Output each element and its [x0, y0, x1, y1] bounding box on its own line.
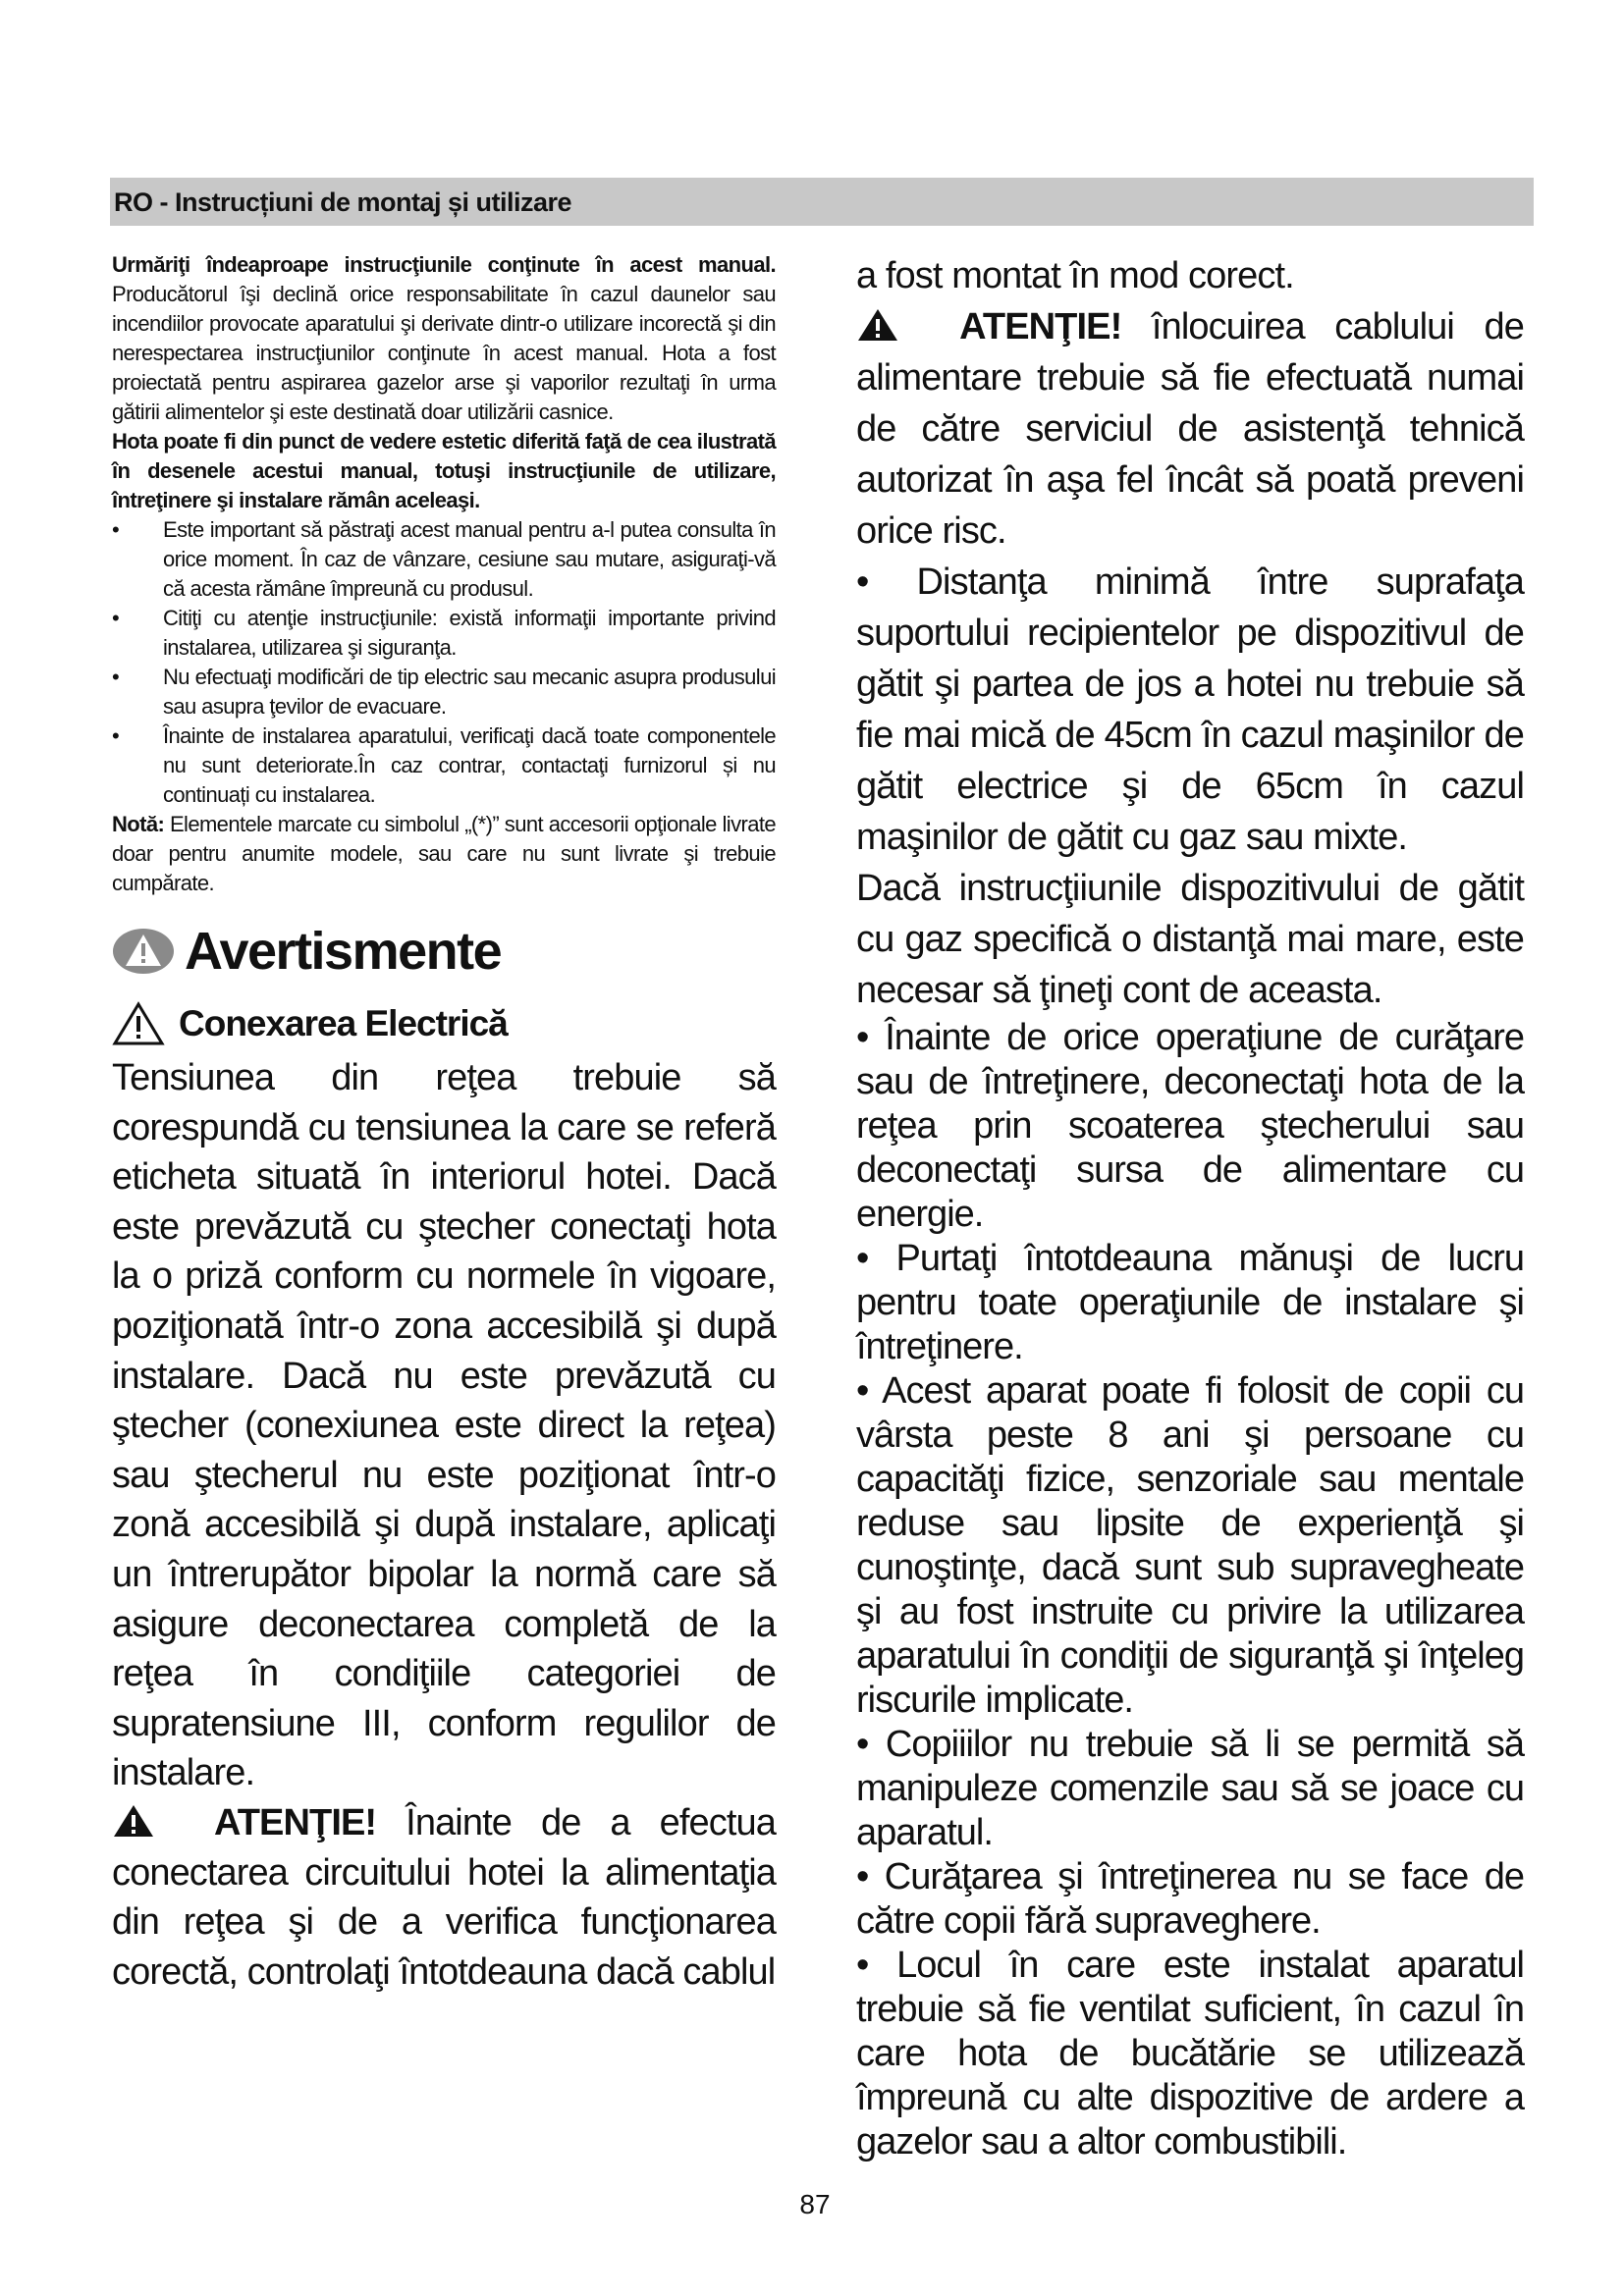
warning-badge-icon	[112, 927, 175, 976]
intro-bold: Urmăriţi îndeaproape instrucţiunile conţinute în acest manual.	[112, 252, 776, 277]
continuation-text: a fost montat în mod corect.	[856, 255, 1294, 296]
attention-icon	[856, 307, 899, 343]
note-text: Elementele marcate cu simbolul „(*)” sunt accesorii opţionale livrate doar pentru anumite modele, sau care nu sunt livrate şi trebuie cumpărate.	[112, 812, 776, 895]
intro-text: Producătorul îşi declină orice responsabilitate în cazul daunelor sau incendiilor provocate aparatului şi derivate dintr-o utilizare incorectă şi din nerespectarea instrucţiunilor conţinute în acest manual. Hota a fost proiectată pentru aspirarea gazelor arse şi vaporilor rezultaţi în urma gătirii alimentelor şi este destinată doar utilizării casnice.	[112, 282, 776, 424]
attention-label: ATENŢIE!	[213, 1801, 377, 1843]
section-header-title: RO - Instrucțiuni de montaj și utilizare	[114, 187, 572, 217]
note-label: Notă:	[112, 812, 165, 836]
list-item: • Înainte de instalarea aparatului, verificaţi dacă toate componentele nu sunt deteriorate.În caz contrar, contactaţi furnizorul și nu continuați cu instalarea.	[112, 721, 776, 810]
list-item: • Acest aparat poate fi folosit de copii cu vârsta peste 8 ani şi persoane cu capacităţi fizice, senzoriale sau mentale reduse sau lipsite de experienţă şi cunoştinţe, dacă sunt sub supravegheate şi au fost instruite cu privire la utilizarea aparatului în condiţii de siguranţă şi înţeleg riscurile implicate.	[856, 1370, 1524, 1721]
list-item: • Curăţarea şi întreţinerea nu se face de către copii fără supraveghere.	[856, 1856, 1524, 1942]
attention-paragraph-right	[856, 301, 1524, 557]
design-notice	[112, 427, 776, 515]
left-column	[112, 250, 776, 1997]
design-notice-bold: Hota poate fi din punct de vedere estetic diferită faţă de cea ilustrată în desenele acestui manual, totuşi instrucţiunile de utilizare, întreţinere şi instalare rămân aceleaşi.	[112, 429, 776, 512]
list-item: • Este important să păstraţi acest manual pentru a-l putea consulta în orice moment. În caz de vânzare, cesiune sau mutare, asiguraţi-vă că acesta rămâne împreună cu produsul.	[112, 515, 776, 604]
list-item: • Purtaţi întotdeauna mănuşi de lucru pentru toate operaţiunile de instalare şi întreţinere.	[856, 1238, 1524, 1367]
warning-triangle-icon	[112, 1001, 165, 1046]
gas-distance-paragraph: Dacă instrucţiiunile dispozitivului de gătit cu gaz specifică o distanţă mai mare, este necesar să ţineţi cont de aceasta.	[856, 868, 1524, 1011]
list-item: • Locul în care este instalat aparatul trebuie să fie ventilat suficient, în cazul în care hota de bucătărie se utilizează împreună cu alte dispozitive de ardere a gazelor sau a altor combustibili.	[856, 1945, 1524, 2163]
page-number: 87	[799, 2189, 831, 2219]
distance-bullet: • Distanţa minimă între suprafaţa suportului recipientelor pe dispozitivul de gătit şi partea de jos a hotei nu trebuie să fie mai mică de 45cm în cazul maşinilor de gătit electrice şi de 65cm în cazul maşinilor de gătit cu gaz sau mixte.	[856, 561, 1524, 858]
electric-subheading	[112, 994, 776, 1053]
list-item: • Nu efectuaţi modificări de tip electric sau mecanic asupra produsului sau asupra ţevilor de evacuare.	[112, 663, 776, 721]
list-item: • Copiiilor nu trebuie să li se permită să manipuleze comenzile sau să se joace cu aparatul.	[856, 1724, 1524, 1853]
electric-text: Tensiunea din reţea trebuie să corespundă cu tensiunea la care se referă eticheta situată în interiorul hotei. Dacă este prevăzută cu ştecher conectaţi hota la o priză conform cu normele în vigoare, poziţionată într-o zona accesibilă şi după instalare. Dacă nu este prevăzută cu ştecher (conexiunea este direct la reţea) sau ştecherul nu este poziţionat într-o zonă accesibilă şi după instalare, aplicaţi un întrerupător bipolar la normă care să asigure deconectarea completă de la reţea în condiţiile categoriei de supratensiune III, conform regulilor de instalare.	[112, 1057, 776, 1794]
attention-paragraph-left	[112, 1798, 776, 1997]
warnings-heading	[112, 912, 776, 990]
attention-icon	[112, 1803, 155, 1839]
intro-bullet-list	[112, 515, 776, 810]
warnings-title: Avertismente	[185, 922, 502, 981]
section-header-bar	[110, 178, 1534, 226]
attention-label: ATENŢIE!	[959, 306, 1122, 347]
electric-title: Conexarea Electrică	[179, 1003, 508, 1043]
right-column	[856, 250, 1524, 2164]
list-item: • Citiţi cu atenţie instrucţiunile: există informaţii importante privind instalarea, utilizarea şi siguranţa.	[112, 604, 776, 663]
attention-text: înlocuirea cablului de alimentare trebuie să fie efectuată numai de către serviciul de asistenţă tehnică autorizat în aşa fel încât să poată preveni orice risc.	[856, 306, 1524, 552]
attention-text: Înainte de a efectua conectarea circuitului hotei la alimentaţia din reţea şi de a verifica funcţionarea corectă, controlaţi întotdeauna dacă cablul	[112, 1801, 776, 1993]
intro-paragraph	[112, 250, 776, 427]
list-item: • Înainte de orice operaţiune de curăţare sau de întreţinere, deconectaţi hota de la reţea prin scoaterea ştecherului sau deconectaţi sursa de alimentare cu energie.	[856, 1017, 1524, 1235]
note-paragraph	[112, 810, 776, 898]
